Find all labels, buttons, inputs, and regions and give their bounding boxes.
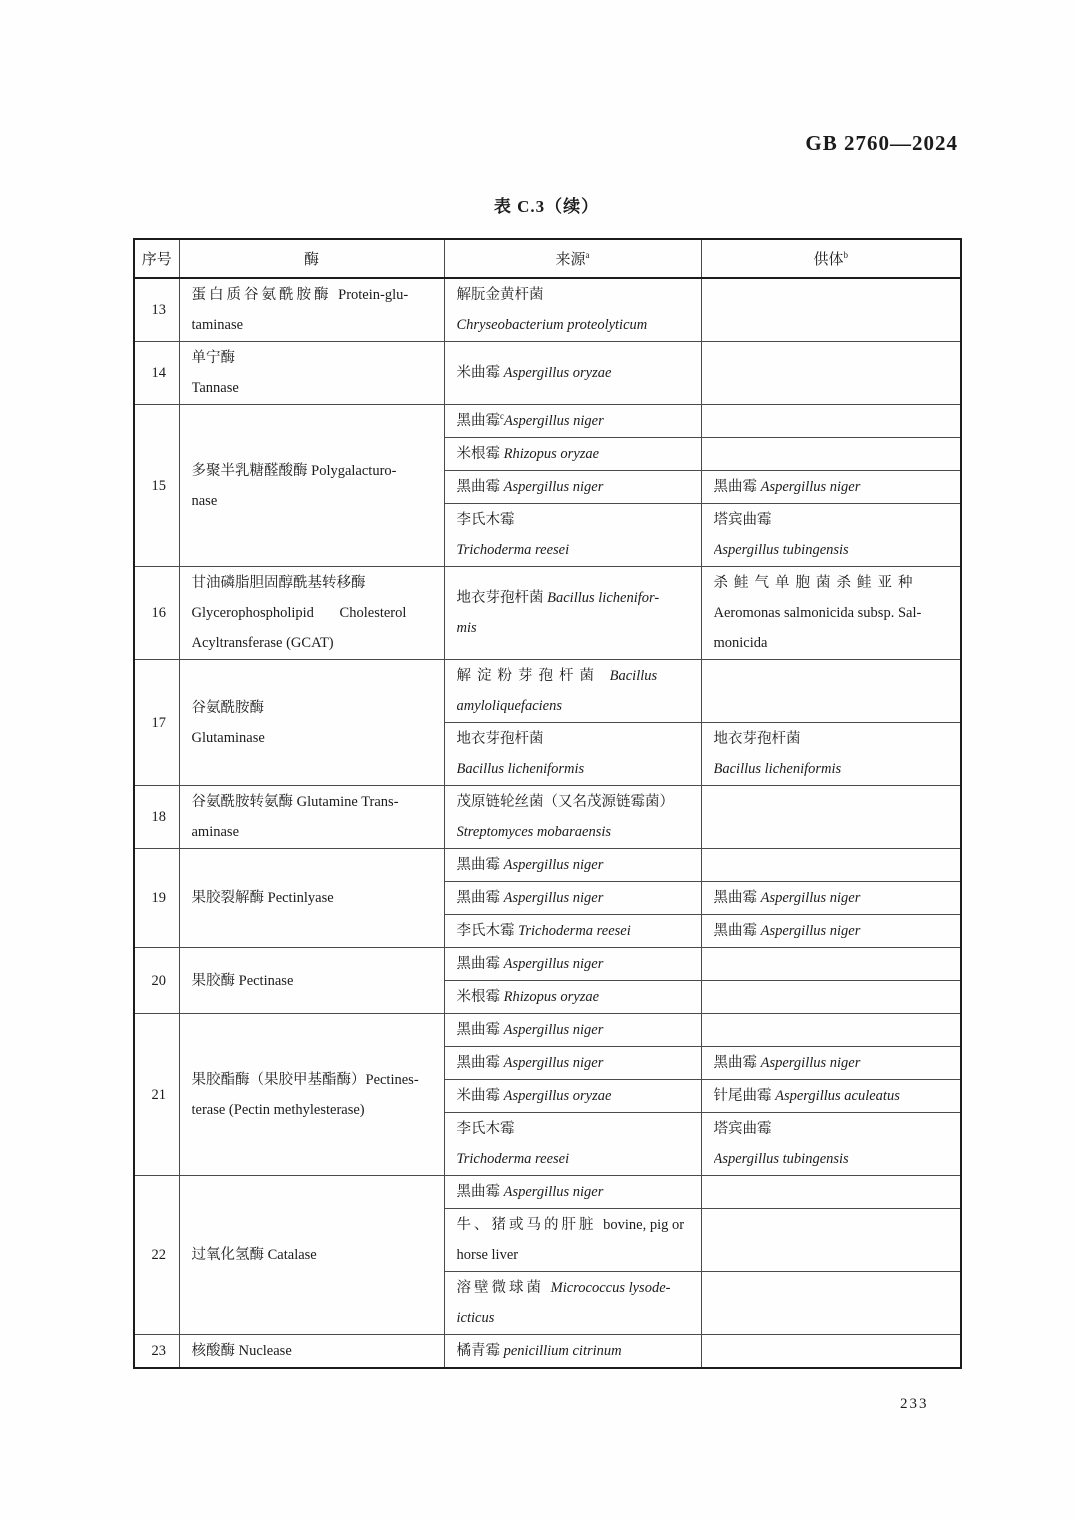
source-cell xyxy=(444,1272,701,1335)
species-name: icticus xyxy=(456,1310,495,1326)
cell-text: 杀鲑气单胞菌杀鲑亚种 xyxy=(713,575,919,591)
cell-text: 21 xyxy=(151,1086,166,1103)
cell-text: 塔宾曲霉 xyxy=(713,512,772,528)
cell-text-line xyxy=(457,1240,693,1270)
cell-text: 黑曲霉 xyxy=(456,956,504,972)
species-name: Aspergillus niger xyxy=(760,1055,861,1071)
page-number: 233 xyxy=(900,1396,929,1412)
source-cell xyxy=(444,915,701,948)
cell-text-line xyxy=(192,456,436,486)
cell-text: 果胶裂解酶 xyxy=(191,890,268,906)
cell-text-line xyxy=(192,966,436,996)
cell-text: 核酸酶 xyxy=(191,1343,239,1359)
species-name: Aspergillus niger xyxy=(503,479,604,495)
cell-text-line xyxy=(457,1048,693,1078)
cell-text-line xyxy=(147,471,171,501)
cell-text: Glycerophospholipid Cholesterol xyxy=(191,605,407,621)
enzyme-cell xyxy=(179,342,444,405)
cell-text-line xyxy=(457,505,693,535)
cell-text: monicida xyxy=(713,635,768,651)
cell-text-line xyxy=(714,724,953,754)
cell-text-line xyxy=(457,949,693,979)
cell-text: 黑曲霉 xyxy=(713,479,761,495)
cell-text: 黑曲霉 xyxy=(713,923,761,939)
cell-text-line xyxy=(457,358,693,388)
row-number-cell xyxy=(134,1176,179,1335)
cell-text: 解朊金黄杆菌 xyxy=(456,287,544,303)
species-name: Aspergillus niger xyxy=(503,956,604,972)
table-body xyxy=(134,278,961,1368)
cell-text: 米曲霉 xyxy=(456,365,504,381)
cell-text: 黑曲霉 xyxy=(456,1022,504,1038)
species-name: Aspergillus niger xyxy=(760,479,861,495)
table-row xyxy=(134,948,961,981)
cell-text: 13 xyxy=(151,302,166,318)
header-source xyxy=(444,239,701,278)
species-name: Aspergillus niger xyxy=(760,923,861,939)
species-name: Aspergillus aculeatus xyxy=(775,1088,900,1104)
cell-text: 果胶酶 xyxy=(191,972,239,989)
cell-text-line xyxy=(457,1081,693,1111)
cell-text-line xyxy=(457,982,693,1012)
cell-text: nase xyxy=(191,492,218,509)
donor-cell xyxy=(701,1176,961,1209)
species-name: Rhizopus oryzae xyxy=(503,989,600,1005)
cell-text: 黑曲霉 xyxy=(713,1055,761,1071)
table-title: 表 C.3（续） xyxy=(493,197,600,216)
cell-text: c xyxy=(500,411,504,422)
row-number-cell xyxy=(134,660,179,786)
cell-text: 地衣芽孢杆菌 xyxy=(456,731,544,747)
source-cell xyxy=(444,660,701,723)
donor-cell xyxy=(701,504,961,567)
species-name: Bacillus xyxy=(609,668,658,684)
donor-cell xyxy=(701,948,961,981)
species-name: Trichoderma reesei xyxy=(456,542,570,558)
cell-text-line xyxy=(147,966,171,996)
cell-text: Glutamine Trans- xyxy=(296,794,399,810)
cell-text-line xyxy=(457,406,693,436)
cell-text: Aeromonas salmonicida subsp. Sal- xyxy=(713,605,922,621)
source-cell xyxy=(444,278,701,342)
cell-text: 甘油磷脂胆固醇酰基转移酶 xyxy=(191,575,366,591)
source-cell xyxy=(444,1113,701,1176)
cell-text: 橘青霉 xyxy=(456,1343,504,1359)
cell-text: horse liver xyxy=(456,1247,519,1263)
donor-cell xyxy=(701,438,961,471)
species-name: Bacillus lichenifor- xyxy=(547,590,660,606)
cell-text: 地衣芽孢杆菌 xyxy=(456,590,548,606)
donor-cell xyxy=(701,278,961,342)
donor-cell xyxy=(701,915,961,948)
cell-text-line xyxy=(457,661,693,691)
species-name: Aspergillus niger xyxy=(503,1184,604,1200)
cell-text-line xyxy=(714,1048,953,1078)
cell-text: 20 xyxy=(151,972,166,989)
row-number-cell xyxy=(134,1014,179,1176)
row-number-cell xyxy=(134,278,179,342)
cell-text: 16 xyxy=(151,605,166,621)
species-name: Aspergillus tubingensis xyxy=(713,1151,849,1167)
header-no-label: 序号 xyxy=(141,252,172,268)
cell-text-line xyxy=(192,1065,436,1095)
cell-text: Protein-glu- xyxy=(338,287,409,303)
cell-text-line xyxy=(147,1080,171,1110)
donor-cell xyxy=(701,342,961,405)
cell-text: 解淀粉芽孢杆菌 xyxy=(456,668,610,684)
cell-text: 多聚半乳糖醛酸酶 xyxy=(191,462,312,479)
cell-text-line xyxy=(457,754,693,784)
donor-cell xyxy=(701,1080,961,1113)
species-name: Aspergillus niger xyxy=(503,1055,604,1071)
cell-text-line xyxy=(457,1177,693,1207)
donor-cell xyxy=(701,1014,961,1047)
donor-cell xyxy=(701,882,961,915)
species-name: Rhizopus oryzae xyxy=(503,446,600,462)
cell-text: 过氧化氢酶 xyxy=(191,1247,268,1263)
source-cell xyxy=(444,981,701,1014)
cell-text: Acyltransferase (GCAT) xyxy=(191,635,334,651)
source-cell xyxy=(444,1209,701,1272)
enzyme-cell xyxy=(179,278,444,342)
cell-text: 黑曲霉 xyxy=(456,413,500,429)
cell-text-line xyxy=(192,373,436,403)
source-cell xyxy=(444,882,701,915)
cell-text-line xyxy=(457,310,693,340)
donor-cell xyxy=(701,1209,961,1272)
source-cell xyxy=(444,1176,701,1209)
species-name: Trichoderma reesei xyxy=(456,1151,570,1167)
header-no xyxy=(134,239,179,278)
cell-text-line xyxy=(457,691,693,721)
cell-text: 李氏木霉 xyxy=(456,512,515,528)
cell-text: 牛、猪或马的肝脏 xyxy=(456,1217,604,1233)
cell-text-line xyxy=(192,598,436,628)
cell-text: 果胶酯酶（果胶甲基酯酶） xyxy=(191,1071,366,1088)
row-number-cell xyxy=(134,342,179,405)
cell-text-line xyxy=(192,883,436,913)
header-donor-label: 供体 xyxy=(813,252,844,268)
enzyme-table xyxy=(133,238,962,1369)
cell-text-line xyxy=(714,505,953,535)
species-name: Bacillus licheniformis xyxy=(713,761,842,777)
cell-text: 23 xyxy=(151,1343,166,1359)
source-cell xyxy=(444,1080,701,1113)
cell-text-line xyxy=(714,754,953,784)
cell-text-line xyxy=(457,787,693,817)
cell-text-line xyxy=(147,802,171,832)
row-number-cell xyxy=(134,1335,179,1369)
cell-text: 溶壁微球菌 xyxy=(456,1280,551,1296)
cell-text: 黑曲霉 xyxy=(456,857,504,873)
source-cell xyxy=(444,849,701,882)
cell-text-line xyxy=(714,916,953,946)
cell-text: 黑曲霉 xyxy=(456,479,504,495)
donor-cell xyxy=(701,849,961,882)
cell-text-line xyxy=(457,1273,693,1303)
cell-text: 米根霉 xyxy=(456,446,504,462)
source-cell xyxy=(444,948,701,981)
cell-text: 黑曲霉 xyxy=(456,1184,504,1200)
cell-text: bovine, pig or xyxy=(603,1217,685,1233)
cell-text: 17 xyxy=(151,714,166,731)
cell-text-line xyxy=(147,883,171,913)
cell-text: 茂原链轮丝菌（又名茂源链霉菌） xyxy=(456,794,674,810)
cell-text-line xyxy=(192,1240,436,1270)
source-cell xyxy=(444,786,701,849)
source-cell xyxy=(444,1047,701,1080)
cell-text-line xyxy=(457,724,693,754)
species-name: Aspergillus niger xyxy=(503,857,604,873)
cell-text-line xyxy=(457,1336,693,1366)
header-donor-footnote-mark: b xyxy=(843,250,848,260)
table-header-row xyxy=(134,239,961,278)
cell-text-line xyxy=(147,708,171,738)
species-name: amyloliquefaciens xyxy=(456,698,563,714)
table-row xyxy=(134,849,961,882)
donor-cell xyxy=(701,786,961,849)
source-cell xyxy=(444,405,701,438)
cell-text: 22 xyxy=(151,1247,166,1263)
cell-text-line xyxy=(147,598,171,628)
cell-text: 李氏木霉 xyxy=(456,923,519,939)
header-source-footnote-mark: a xyxy=(585,250,590,260)
cell-text: Polygalacturo- xyxy=(311,462,397,479)
donor-cell xyxy=(701,567,961,660)
cell-text: 15 xyxy=(151,477,166,494)
cell-text-line xyxy=(457,1114,693,1144)
species-name: penicillium citrinum xyxy=(503,1343,622,1359)
enzyme-cell xyxy=(179,1335,444,1369)
species-name: Aspergillus niger xyxy=(503,1022,604,1038)
cell-text-line xyxy=(192,1336,436,1366)
source-cell xyxy=(444,504,701,567)
cell-text: 单宁酶 xyxy=(191,350,235,366)
donor-cell xyxy=(701,1272,961,1335)
table-row xyxy=(134,660,961,723)
enzyme-cell xyxy=(179,1176,444,1335)
cell-text: aminase xyxy=(191,824,240,840)
cell-text: 黑曲霉 xyxy=(456,1055,504,1071)
source-cell xyxy=(444,1014,701,1047)
donor-cell xyxy=(701,471,961,504)
cell-text-line xyxy=(457,817,693,847)
cell-text: terase (Pectin methylesterase) xyxy=(191,1101,365,1118)
cell-text-line xyxy=(192,817,436,847)
cell-text: 塔宾曲霉 xyxy=(713,1121,772,1137)
row-number-cell xyxy=(134,567,179,660)
cell-text-line xyxy=(714,1114,953,1144)
cell-text-line xyxy=(714,883,953,913)
cell-text-line xyxy=(147,1336,171,1366)
cell-text: 谷氨酰胺酶 xyxy=(191,699,264,716)
cell-text-line xyxy=(192,693,436,723)
cell-text-line xyxy=(192,280,436,310)
cell-text-line xyxy=(457,280,693,310)
table-row xyxy=(134,1335,961,1369)
row-number-cell xyxy=(134,405,179,567)
donor-cell xyxy=(701,981,961,1014)
cell-text-line xyxy=(457,472,693,502)
table-row xyxy=(134,567,961,660)
cell-text-line xyxy=(457,1015,693,1045)
table-row xyxy=(134,405,961,438)
cell-text-line xyxy=(714,472,953,502)
cell-text: 米根霉 xyxy=(456,989,504,1005)
cell-text-line xyxy=(714,598,953,628)
cell-text-line xyxy=(192,1095,436,1125)
cell-text-line xyxy=(192,568,436,598)
cell-text-line xyxy=(457,883,693,913)
cell-text: Nuclease xyxy=(238,1343,292,1359)
source-cell xyxy=(444,342,701,405)
cell-text-line xyxy=(457,1144,693,1174)
species-name: Aspergillus oryzae xyxy=(503,1088,612,1104)
donor-cell xyxy=(701,723,961,786)
enzyme-cell xyxy=(179,660,444,786)
enzyme-cell xyxy=(179,786,444,849)
species-name: Aspergillus niger xyxy=(503,890,604,906)
species-name: Trichoderma reesei xyxy=(518,923,631,939)
donor-cell xyxy=(701,1113,961,1176)
species-name: Aspergillus niger xyxy=(760,890,861,906)
cell-text: 针尾曲霉 xyxy=(713,1088,776,1104)
cell-text: 谷氨酰胺转氨酶 xyxy=(191,794,297,810)
cell-text-line xyxy=(457,583,693,613)
species-name: Streptomyces mobaraensis xyxy=(456,824,612,840)
cell-text: 19 xyxy=(151,890,166,906)
cell-text: Pectines- xyxy=(365,1071,419,1088)
source-cell xyxy=(444,471,701,504)
source-cell xyxy=(444,438,701,471)
cell-text: 14 xyxy=(151,365,166,381)
donor-cell xyxy=(701,1047,961,1080)
cell-text-line xyxy=(192,486,436,516)
row-number-cell xyxy=(134,849,179,948)
row-number-cell xyxy=(134,786,179,849)
donor-cell xyxy=(701,660,961,723)
header-enzyme xyxy=(179,239,444,278)
cell-text-line xyxy=(457,613,693,643)
species-name: Aspergillus oryzae xyxy=(503,365,612,381)
donor-cell xyxy=(701,1335,961,1369)
cell-text-line xyxy=(714,1144,953,1174)
cell-text-line xyxy=(714,628,953,658)
cell-text-line xyxy=(147,1240,171,1270)
cell-text: Glutaminase xyxy=(191,729,265,746)
enzyme-cell xyxy=(179,849,444,948)
species-name: Bacillus licheniformis xyxy=(456,761,585,777)
cell-text: 米曲霉 xyxy=(456,1088,504,1104)
standard-code: GB 2760—2024 xyxy=(805,131,958,155)
table-row xyxy=(134,1176,961,1209)
cell-text-line xyxy=(714,1081,953,1111)
cell-text-line xyxy=(192,723,436,753)
species-name: Aspergillus niger xyxy=(504,413,604,429)
cell-text: Tannase xyxy=(191,380,239,396)
cell-text: 18 xyxy=(151,809,166,825)
cell-text: 黑曲霉 xyxy=(456,890,504,906)
header-source-label: 来源 xyxy=(555,252,586,268)
table-row xyxy=(134,278,961,342)
cell-text: 地衣芽孢杆菌 xyxy=(713,731,801,747)
table-row xyxy=(134,1014,961,1047)
cell-text-line xyxy=(714,535,953,565)
cell-text: 黑曲霉 xyxy=(713,890,761,906)
donor-cell xyxy=(701,405,961,438)
cell-text-line xyxy=(192,628,436,658)
cell-text-line xyxy=(714,568,953,598)
table-row xyxy=(134,342,961,405)
enzyme-cell xyxy=(179,948,444,1014)
species-name: Chryseobacterium proteolyticum xyxy=(456,317,648,333)
cell-text-line xyxy=(147,295,171,325)
header-enzyme-label: 酶 xyxy=(303,252,319,268)
cell-text: 蛋白质谷氨酰胺酶 xyxy=(191,287,339,303)
cell-text-line xyxy=(457,916,693,946)
enzyme-cell xyxy=(179,405,444,567)
cell-text: Catalase xyxy=(267,1247,317,1263)
cell-text-line xyxy=(192,787,436,817)
cell-text-line xyxy=(457,1303,693,1333)
cell-text-line xyxy=(457,439,693,469)
enzyme-cell xyxy=(179,1014,444,1176)
cell-text-line xyxy=(457,1210,693,1240)
cell-text-line xyxy=(457,535,693,565)
species-name: Aspergillus tubingensis xyxy=(713,542,849,558)
cell-text: taminase xyxy=(191,317,244,333)
cell-text-line xyxy=(192,310,436,340)
table-row xyxy=(134,786,961,849)
species-name: Micrococcus lysode- xyxy=(550,1280,671,1296)
row-number-cell xyxy=(134,948,179,1014)
source-cell xyxy=(444,1335,701,1369)
cell-text: Pectinase xyxy=(238,972,294,989)
source-cell xyxy=(444,723,701,786)
species-name: mis xyxy=(456,620,477,636)
cell-text-line xyxy=(457,850,693,880)
cell-text: 李氏木霉 xyxy=(456,1121,515,1137)
cell-text-line xyxy=(147,358,171,388)
source-cell xyxy=(444,567,701,660)
cell-text: Pectinlyase xyxy=(267,890,334,906)
header-donor xyxy=(701,239,961,278)
cell-text-line xyxy=(192,343,436,373)
enzyme-cell xyxy=(179,567,444,660)
